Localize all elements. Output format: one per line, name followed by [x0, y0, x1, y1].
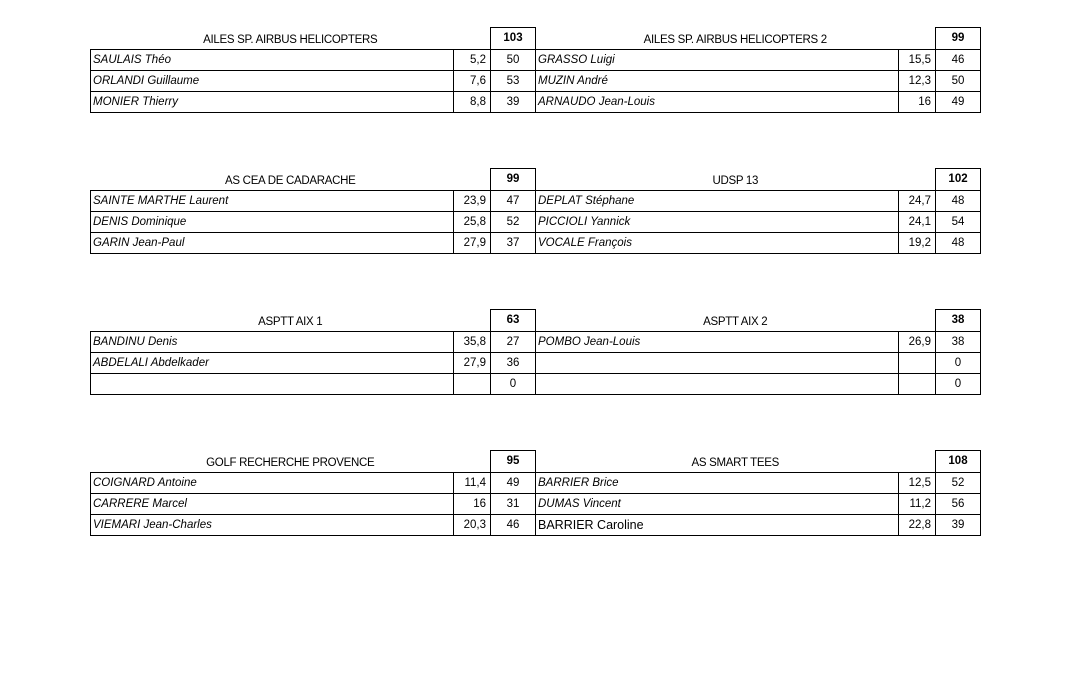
team-total: 99: [491, 169, 536, 191]
player-points: 48: [936, 191, 981, 212]
player-row: [536, 473, 981, 494]
player-points: 36: [491, 353, 536, 374]
player-points: 0: [936, 353, 981, 374]
team-name: ASPTT AIX 1: [258, 315, 323, 328]
player-name: [536, 353, 899, 374]
player-points: 46: [491, 515, 536, 536]
player-name: CARRERE Marcel: [91, 494, 454, 515]
player-name: PICCIOLI Yannick: [536, 212, 899, 233]
player-points: 48: [936, 233, 981, 254]
player-name: GARIN Jean-Paul: [91, 233, 454, 254]
player-index: 11,2: [899, 494, 936, 515]
player-index: 5,2: [454, 50, 491, 71]
player-points: 39: [491, 92, 536, 113]
team-name: ASPTT AIX 2: [703, 315, 768, 328]
team-table: [90, 27, 536, 113]
player-points: 50: [491, 50, 536, 71]
player-index: 11,4: [454, 473, 491, 494]
player-index: 8,8: [454, 92, 491, 113]
player-name: COIGNARD Antoine: [91, 473, 454, 494]
player-index: 23,9: [454, 191, 491, 212]
player-index: 16: [454, 494, 491, 515]
player-points: 46: [936, 50, 981, 71]
player-index: 20,3: [454, 515, 491, 536]
player-points: 56: [936, 494, 981, 515]
team-name: AS SMART TEES: [691, 456, 779, 469]
player-points: 52: [936, 473, 981, 494]
player-name: GRASSO Luigi: [536, 50, 899, 71]
player-index: 27,9: [454, 353, 491, 374]
player-name: ORLANDI Guillaume: [91, 71, 454, 92]
player-index: 22,8: [899, 515, 936, 536]
player-name: POMBO Jean-Louis: [536, 332, 899, 353]
player-name: VIEMARI Jean-Charles: [91, 515, 454, 536]
player-points: 52: [491, 212, 536, 233]
player-points: 49: [491, 473, 536, 494]
player-row: [91, 515, 536, 536]
player-index: 24,7: [899, 191, 936, 212]
player-row: [536, 494, 981, 515]
player-points: 37: [491, 233, 536, 254]
player-name: BARRIER Caroline: [536, 515, 899, 536]
player-row: [91, 332, 536, 353]
player-row: [536, 353, 981, 374]
player-row: [536, 92, 981, 113]
player-name: DUMAS Vincent: [536, 494, 899, 515]
player-index: 27,9: [454, 233, 491, 254]
player-name: DEPLAT Stéphane: [536, 191, 899, 212]
player-row: [91, 494, 536, 515]
player-row: [91, 473, 536, 494]
player-points: 27: [491, 332, 536, 353]
player-name: [91, 374, 454, 395]
team-name: AILES SP. AIRBUS HELICOPTERS 2: [643, 33, 827, 46]
player-points: 38: [936, 332, 981, 353]
player-row: [536, 233, 981, 254]
team-table: [535, 27, 981, 113]
player-name: VOCALE François: [536, 233, 899, 254]
team-name: AS CEA DE CADARACHE: [225, 174, 356, 187]
player-name: MUZIN André: [536, 71, 899, 92]
player-index: [454, 374, 491, 395]
player-name: BANDINU Denis: [91, 332, 454, 353]
team-total: 38: [936, 310, 981, 332]
player-row: [91, 233, 536, 254]
player-row: [91, 71, 536, 92]
player-name: SAULAIS Théo: [91, 50, 454, 71]
player-row: [91, 191, 536, 212]
player-index: 26,9: [899, 332, 936, 353]
player-row: [536, 332, 981, 353]
player-index: 24,1: [899, 212, 936, 233]
player-index: [899, 353, 936, 374]
team-table: [90, 450, 536, 536]
team-total: 103: [491, 28, 536, 50]
player-row: [91, 92, 536, 113]
player-row: [91, 50, 536, 71]
player-index: 12,5: [899, 473, 936, 494]
player-name: DENIS Dominique: [91, 212, 454, 233]
player-row: [536, 191, 981, 212]
player-points: 39: [936, 515, 981, 536]
player-row: [536, 71, 981, 92]
player-points: 47: [491, 191, 536, 212]
team-table: [535, 309, 981, 395]
player-points: 0: [936, 374, 981, 395]
player-points: 54: [936, 212, 981, 233]
player-name: SAINTE MARTHE Laurent: [91, 191, 454, 212]
player-name: ARNAUDO Jean-Louis: [536, 92, 899, 113]
player-index: 15,5: [899, 50, 936, 71]
player-row: [91, 374, 536, 395]
team-table: [90, 168, 536, 254]
team-total: 95: [491, 451, 536, 473]
player-points: 49: [936, 92, 981, 113]
player-row: [91, 353, 536, 374]
team-table: [90, 309, 536, 395]
player-points: 50: [936, 71, 981, 92]
player-row: [536, 374, 981, 395]
player-index: 19,2: [899, 233, 936, 254]
team-name: AILES SP. AIRBUS HELICOPTERS: [203, 33, 378, 46]
player-name: ABDELALI Abdelkader: [91, 353, 454, 374]
player-name: BARRIER Brice: [536, 473, 899, 494]
player-row: [91, 212, 536, 233]
player-row: [536, 515, 981, 536]
player-index: 25,8: [454, 212, 491, 233]
player-index: 35,8: [454, 332, 491, 353]
player-index: 12,3: [899, 71, 936, 92]
team-name: UDSP 13: [712, 174, 759, 187]
team-total: 102: [936, 169, 981, 191]
player-row: [536, 212, 981, 233]
player-index: 16: [899, 92, 936, 113]
player-index: 7,6: [454, 71, 491, 92]
team-table: [535, 450, 981, 536]
player-row: [536, 50, 981, 71]
player-points: 31: [491, 494, 536, 515]
team-table: [535, 168, 981, 254]
team-name: GOLF RECHERCHE PROVENCE: [206, 456, 375, 469]
player-index: [899, 374, 936, 395]
team-total: 63: [491, 310, 536, 332]
player-name: MONIER Thierry: [91, 92, 454, 113]
player-points: 0: [491, 374, 536, 395]
player-points: 53: [491, 71, 536, 92]
player-name: [536, 374, 899, 395]
team-total: 108: [936, 451, 981, 473]
team-total: 99: [936, 28, 981, 50]
